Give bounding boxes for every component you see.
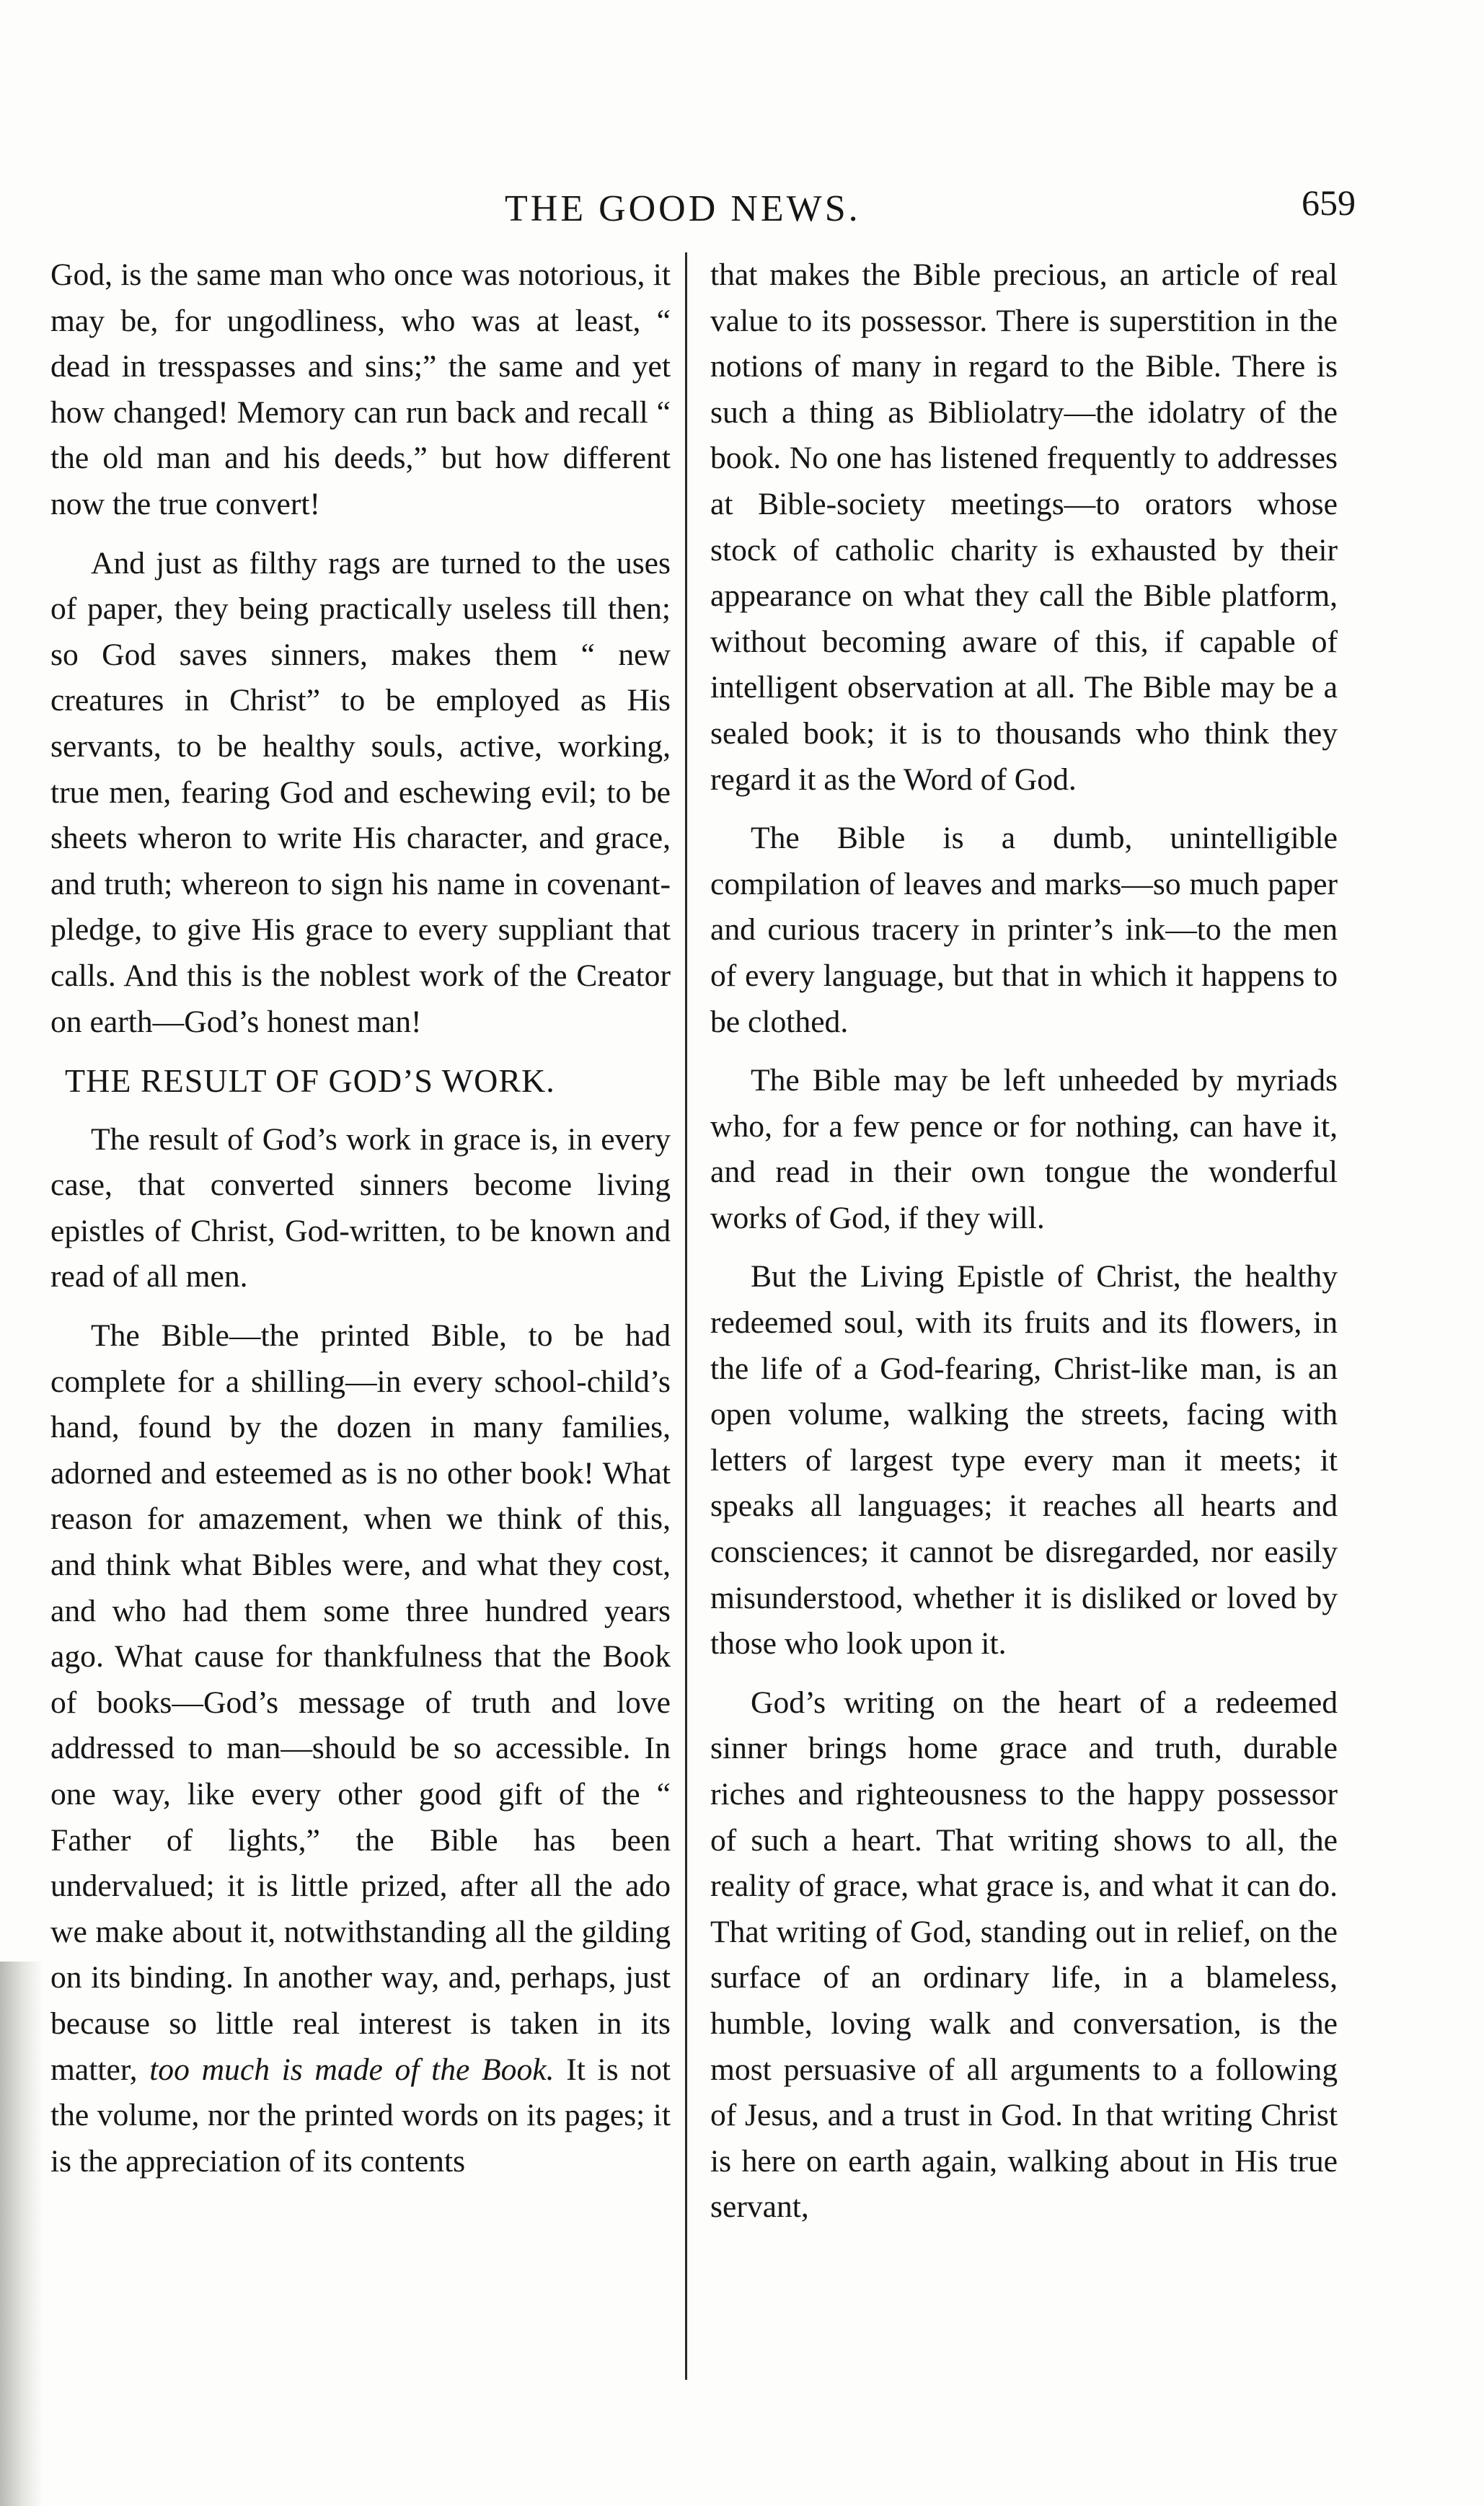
paragraph — [50, 1313, 671, 2184]
paragraph: God’s writing on the heart of a redeemed sinner brings home grace and truth, durable riches and righteousness to the happy possessor of such a heart. That writing shows to all, the reality of grace, what grace is, and what it can do. That writing of God, standing out in relief, on the surface of an ordinary life, in a blameless, humble, loving walk and conversation, is the most persuasive of all arguments to a following of Jesus, and a trust in God. In that writing Christ is here on earth again, walking about in His true servant, — [710, 1685, 1338, 2225]
italic-phrase: too much is made of the Book. — [149, 2052, 555, 2087]
left-column — [50, 252, 671, 2197]
paragraph: God, is the same man who once was notorious, it may be, for ungodliness, who was at least, “ dead in tresspasses and sins;” the same and yet how changed! Memory can run back and recall “ the old man and his deeds,” but how different now the true convert! — [50, 257, 671, 521]
paragraph: The Bible may be left unheeded by myriads who, for a few pence or for nothing, can have it, and read in their own tongue the wonderful works of God, if they will. — [710, 1063, 1338, 1235]
paragraph: And just as filthy rags are turned to the uses of paper, they being practically useless till then; so God saves sinners, makes them “ new creatures in Christ” to be employed as His servants, to be healthy souls, active, working, true men, fearing God and eschewing evil; to be sheets wheron to write His character, and grace, and truth; whereon to sign his name in covenant-pledge, to give His grace to every suppliant that calls. And this is the noblest work of the Creator on earth—God’s honest man! — [50, 545, 671, 1039]
section-heading: THE RESULT OF GOD’S WORK. — [65, 1062, 555, 1100]
page-number: 659 — [1302, 182, 1356, 223]
column-rule — [685, 252, 687, 2380]
paragraph: But the Living Epistle of Christ, the healthy redeemed soul, with its fruits and its flowers, in the life of a God-fearing, Christ-like man, is an open volume, walking the streets, facing with letters of largest type every man it meets; it speaks all languages; it reaches all hearts and consciences; it cannot be disregarded, nor easily misunderstood, whether it is disliked or loved by those who look upon it. — [710, 1259, 1338, 1662]
right-column — [710, 252, 1338, 2244]
paragraph-text: It is not the volume, nor the printed words on its pages; it is the appreciation of its contents — [50, 2052, 671, 2179]
paragraph: The result of God’s work in grace is, in every case, that converted sinners become living epistles of Christ, God-written, to be known and read of all men. — [50, 1121, 671, 1294]
page-header — [461, 182, 1356, 239]
paragraph: The Bible is a dumb, unintelligible compilation of leaves and marks—so much paper and curious tracery in printer’s ink—to the men of every language, but that in which it happens to be clothed. — [710, 821, 1338, 1039]
running-title: THE GOOD NEWS. — [505, 188, 861, 229]
paragraph: that makes the Bible precious, an article of real value to its possessor. There is superstition in the notions of many in regard to the Bible. There is such a thing as Bibliolatry—the idolatry of the book. No one has listened frequently to addresses at Bible-society meetings—to orators whose stock of catholic charity is exhausted by their appearance on what they call the Bible platform, without becoming aware of this, if capable of intelligent observation at all. The Bible may be a sealed book; it is to thousands who think they regard it as the Word of God. — [710, 257, 1338, 797]
paragraph-text: The Bible—the printed Bible, to be had complete for a shilling—in every school-child’s hand, found by the dozen in many families, adorned and esteemed as is no other book! What reason for amazement, when we think of this, and think what Bibles were, and what they cost, and who had them some three hundred years ago. What cause for thankfulness that the Book of books—God’s message of truth and love addressed to man—should be so accessible. In one way, like every other good gift of the “ Father of lights,” the Bible has been undervalued; it is little prized, after all the ado we make about it, notwithstanding all the gilding on its binding. In another way, and, perhaps, just because so little real interest is taken in its matter, — [50, 1318, 671, 2087]
page-edge-shadow — [0, 1962, 43, 2506]
